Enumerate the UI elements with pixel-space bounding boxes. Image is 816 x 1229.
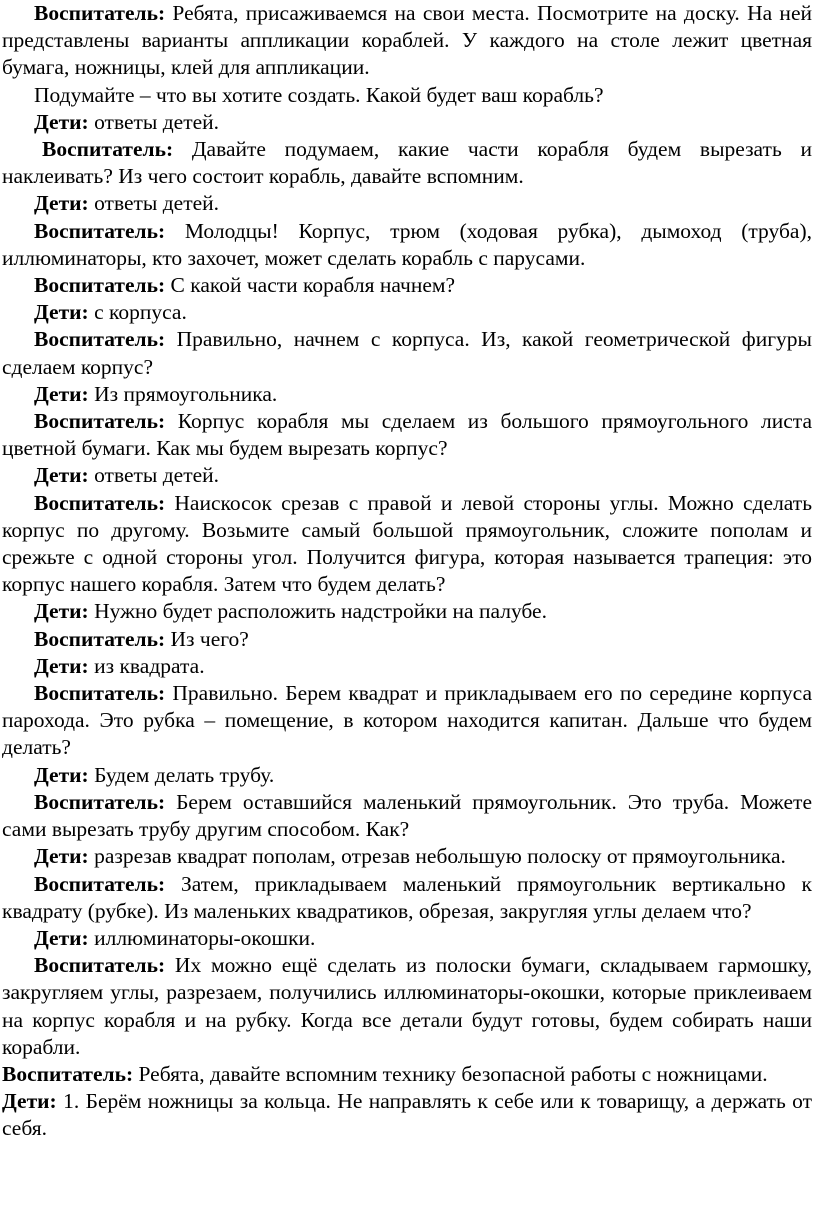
- paragraph-chimney: [2, 789, 812, 843]
- speaker-label: Воспитатель:: [34, 327, 166, 352]
- paragraph-accordion: [2, 952, 812, 1061]
- paragraph-text: Молодцы! Корпус, трюм (ходовая рубка), дымоход (труба), иллюминаторы, кто захочет, может сделать корабль с парусами.: [2, 218, 812, 270]
- speaker-label: Воспитатель:: [34, 626, 166, 651]
- paragraph-text: из квадрата.: [88, 653, 205, 678]
- paragraph-text: 1. Берём ножницы за кольца. Не направлять к себе или к товарищу, а держать от себя.: [2, 1089, 812, 1141]
- paragraph-children-answer: [2, 109, 812, 136]
- paragraph-well-done: [2, 218, 812, 272]
- paragraph-text: Из чего?: [165, 626, 249, 651]
- paragraph-text: Давайте подумаем, какие части корабля будем вырезать и наклеивать? Из чего состоит корабль, давайте вспомним.: [2, 137, 812, 189]
- paragraph-text: Подумайте – что вы хотите создать. Какой будет ваш корабль?: [34, 82, 604, 107]
- paragraph-text: Ребята, давайте вспомним технику безопасной работы с ножницами.: [133, 1061, 768, 1086]
- paragraph-text: С какой части корабля начнем?: [165, 273, 456, 298]
- paragraph-text: ответы детей.: [88, 463, 220, 488]
- paragraph-children-answer: [2, 462, 812, 489]
- speaker-label: Воспитатель:: [34, 1, 166, 25]
- paragraph-children-answer: [2, 653, 812, 680]
- speaker-label: Дети:: [34, 599, 89, 624]
- speaker-label: Дети:: [2, 1089, 57, 1114]
- paragraph-children-answer: [2, 925, 812, 952]
- paragraph-children-answer: [2, 598, 812, 625]
- paragraph-safety: [2, 1061, 812, 1088]
- paragraph-text: Нужно будет расположить надстройки на палубе.: [88, 599, 547, 624]
- paragraph-text: ответы детей.: [88, 191, 220, 216]
- paragraph-question: [2, 82, 812, 109]
- paragraph-text: Наискосок срезав с правой и левой стороны углы. Можно сделать корпус по другому. Возьмите самый большой прямоугольник, сложите пополам и срежьте с одной стороны угол. Получится фигура, которая называется трапеция: это корпус нашего корабля. Затем что будем делать?: [2, 490, 812, 597]
- speaker-label: Дети:: [34, 762, 89, 787]
- paragraph-children-answer: [2, 843, 812, 870]
- paragraph-text: Корпус корабля мы сделаем из большого прямоугольного листа цветной бумаги. Как мы будем вырезать корпус?: [2, 409, 812, 461]
- speaker-label: Дети:: [34, 463, 89, 488]
- paragraph-text: Из прямоугольника.: [88, 381, 278, 406]
- speaker-label: Дети:: [34, 844, 89, 869]
- paragraph-which-part: [2, 272, 812, 299]
- paragraph-text: Затем, прикладываем маленький прямоугольник вертикально к квадрату (рубке). Из маленьких квадратиков, обрезая, закругляя углы делаем что?: [2, 871, 812, 923]
- speaker-label: Воспитатель:: [34, 273, 166, 298]
- speaker-label: Воспитатель:: [42, 137, 174, 162]
- paragraph-safety-rule: [2, 1088, 812, 1142]
- paragraph-text: Их можно ещё сделать из полоски бумаги, складываем гармошку, закругляем углы, разрезаем, получились иллюминаторы-окошки, которые приклеиваем на корпус корабля и на рубку. Когда все детали будут готовы, будем собирать наши корабли.: [2, 953, 812, 1059]
- speaker-label: Воспитатель:: [34, 681, 166, 706]
- paragraph-trapezoid: [2, 490, 812, 599]
- paragraph-children-answer: [2, 190, 812, 217]
- speaker-label: Дети:: [34, 925, 89, 950]
- paragraph-text: Ребята, присаживаемся на свои места. Посмотрите на доску. На ней представлены варианты аппликации кораблей. У каждого на столе лежит цветная бумага, ножницы, клей для аппликации.: [2, 1, 812, 80]
- paragraph-hull-shape: [2, 326, 812, 380]
- paragraph-text: иллюминаторы-окошки.: [88, 925, 316, 950]
- speaker-label: Дети:: [34, 300, 89, 325]
- speaker-label: Воспитатель:: [2, 1061, 134, 1086]
- speaker-label: Воспитатель:: [34, 218, 166, 243]
- paragraph-text: ответы детей.: [88, 109, 220, 134]
- paragraph-hull-cut: [2, 408, 812, 462]
- paragraph-text: Берем оставшийся маленький прямоугольник. Это труба. Можете сами вырезать трубу другим способом. Как?: [2, 789, 812, 842]
- speaker-label: Воспитатель:: [34, 789, 166, 814]
- speaker-label: Дети:: [34, 191, 89, 216]
- speaker-label: Воспитатель:: [34, 409, 166, 434]
- paragraph-ship-parts: [2, 136, 812, 190]
- paragraph-wheelhouse: [2, 680, 812, 762]
- paragraph-children-answer: [2, 762, 812, 789]
- speaker-label: Воспитатель:: [34, 871, 166, 896]
- paragraph-text: разрезав квадрат пополам, отрезав небольшую полоску от прямоугольника.: [88, 844, 786, 869]
- paragraph-text: Будем делать трубу.: [88, 762, 275, 787]
- paragraph-text: Правильно. Берем квадрат и прикладываем его по середине корпуса парохода. Это рубка – помещение, в котором находится капитан. Дальше что будем делать?: [2, 681, 812, 760]
- speaker-label: Воспитатель:: [34, 953, 166, 978]
- paragraph-children-answer: [2, 299, 812, 326]
- paragraph-intro: [2, 0, 812, 82]
- speaker-label: Дети:: [34, 381, 89, 406]
- speaker-label: Воспитатель:: [34, 490, 166, 515]
- speaker-label: Дети:: [34, 109, 89, 134]
- paragraph-from-what: [2, 626, 812, 653]
- speaker-label: Дети:: [34, 653, 89, 678]
- paragraph-portholes: [2, 871, 812, 925]
- paragraph-text: с корпуса.: [88, 300, 187, 325]
- paragraph-text: Правильно, начнем с корпуса. Из, какой геометрической фигуры сделаем корпус?: [2, 327, 812, 379]
- paragraph-children-answer: [2, 381, 812, 408]
